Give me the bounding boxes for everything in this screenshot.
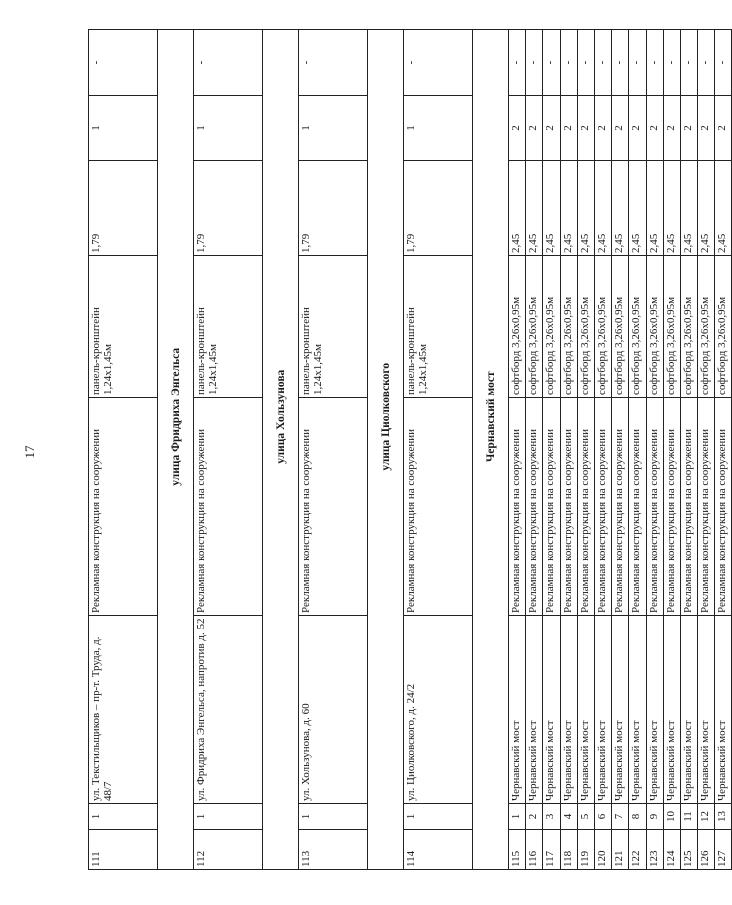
- cell-format: панель-кронштейн 1,24х1,45м: [89, 256, 158, 398]
- section-heading-lead: [263, 804, 299, 870]
- cell-num: 118: [560, 830, 577, 870]
- cell-format: софтборд 3,26х0,95м: [680, 256, 697, 398]
- cell-sides: 2: [698, 96, 715, 161]
- cell-sides: 2: [594, 96, 611, 161]
- cell-address: Чернавский мост: [612, 616, 629, 804]
- cell-type: Рекламная конструкция на сооружении: [543, 398, 560, 616]
- cell-format: панель-кронштейн 1,24х1,45м: [404, 256, 473, 398]
- cell-qty: 10: [663, 804, 680, 830]
- table-row: [663, 30, 680, 870]
- section-heading-lead: [368, 804, 404, 870]
- cell-format: софтборд 3,26х0,95м: [715, 256, 732, 398]
- cell-address: ул. Хользунова, д. 60: [299, 616, 368, 804]
- cell-num: 123: [646, 830, 663, 870]
- cell-format: софтборд 3,26х0,95м: [612, 256, 629, 398]
- cell-address: Чернавский мост: [526, 616, 543, 804]
- cell-area: 2,45: [594, 161, 611, 256]
- cell-type: Рекламная конструкция на сооружении: [404, 398, 473, 616]
- cell-num: 117: [543, 830, 560, 870]
- cell-qty: 7: [612, 804, 629, 830]
- cell-note: -: [89, 30, 158, 96]
- cell-area: 2,45: [680, 161, 697, 256]
- section-heading-row: [368, 30, 404, 870]
- cell-type: Рекламная конструкция на сооружении: [680, 398, 697, 616]
- document-sheet: [88, 30, 729, 870]
- cell-address: Чернавский мост: [680, 616, 697, 804]
- cell-format: софтборд 3,26х0,95м: [663, 256, 680, 398]
- cell-num: 111: [89, 830, 158, 870]
- cell-num: 113: [299, 830, 368, 870]
- table-row: [715, 30, 732, 870]
- cell-num: 119: [577, 830, 594, 870]
- table-row: [646, 30, 663, 870]
- cell-type: Рекламная конструкция на сооружении: [577, 398, 594, 616]
- cell-format: софтборд 3,26х0,95м: [560, 256, 577, 398]
- section-heading-row: [263, 30, 299, 870]
- cell-note: -: [560, 30, 577, 96]
- cell-area: 2,45: [698, 161, 715, 256]
- advertising-structures-table: [88, 29, 732, 870]
- section-heading-row: [158, 30, 194, 870]
- cell-sides: 2: [543, 96, 560, 161]
- cell-area: 1,79: [194, 161, 263, 256]
- cell-area: 1,79: [299, 161, 368, 256]
- cell-address: ул. Циолковского, д. 24/2: [404, 616, 473, 804]
- cell-address: Чернавский мост: [577, 616, 594, 804]
- cell-address: Чернавский мост: [646, 616, 663, 804]
- cell-area: 2,45: [560, 161, 577, 256]
- cell-note: -: [680, 30, 697, 96]
- cell-type: Рекламная конструкция на сооружении: [646, 398, 663, 616]
- cell-note: -: [543, 30, 560, 96]
- cell-sides: 2: [509, 96, 526, 161]
- cell-qty: 1: [89, 804, 158, 830]
- cell-note: -: [299, 30, 368, 96]
- cell-num: 125: [680, 830, 697, 870]
- cell-qty: 12: [698, 804, 715, 830]
- cell-area: 2,45: [629, 161, 646, 256]
- cell-qty: 11: [680, 804, 697, 830]
- cell-sides: 2: [715, 96, 732, 161]
- cell-note: -: [404, 30, 473, 96]
- cell-sides: 1: [299, 96, 368, 161]
- cell-area: 2,45: [646, 161, 663, 256]
- cell-area: 2,45: [715, 161, 732, 256]
- cell-format: софтборд 3,26х0,95м: [594, 256, 611, 398]
- section-heading: Чернавский мост: [473, 30, 509, 804]
- cell-qty: 13: [715, 804, 732, 830]
- cell-type: Рекламная конструкция на сооружении: [698, 398, 715, 616]
- table-row: [404, 30, 473, 870]
- table-body: [89, 30, 732, 870]
- cell-address: ул. Фридриха Энгельса, напротив д. 52: [194, 616, 263, 804]
- cell-num: 120: [594, 830, 611, 870]
- cell-note: -: [509, 30, 526, 96]
- cell-sides: 2: [663, 96, 680, 161]
- cell-num: 116: [526, 830, 543, 870]
- cell-address: Чернавский мост: [543, 616, 560, 804]
- section-heading-lead: [473, 804, 509, 870]
- cell-address: Чернавский мост: [715, 616, 732, 804]
- cell-type: Рекламная конструкция на сооружении: [526, 398, 543, 616]
- cell-sides: 1: [194, 96, 263, 161]
- cell-note: -: [646, 30, 663, 96]
- cell-format: софтборд 3,26х0,95м: [646, 256, 663, 398]
- table-row: [577, 30, 594, 870]
- cell-type: Рекламная конструкция на сооружении: [663, 398, 680, 616]
- table-row: [526, 30, 543, 870]
- cell-qty: 5: [577, 804, 594, 830]
- cell-area: 2,45: [543, 161, 560, 256]
- cell-address: Чернавский мост: [629, 616, 646, 804]
- cell-qty: 1: [194, 804, 263, 830]
- cell-address: Чернавский мост: [663, 616, 680, 804]
- cell-note: -: [194, 30, 263, 96]
- cell-type: Рекламная конструкция на сооружении: [594, 398, 611, 616]
- cell-address: ул. Текстильщиков – пр-т. Труда, д. 48/7: [89, 616, 158, 804]
- cell-type: Рекламная конструкция на сооружении: [715, 398, 732, 616]
- cell-area: 1,79: [404, 161, 473, 256]
- cell-note: -: [526, 30, 543, 96]
- cell-format: панель-кронштейн 1,24х1,45м: [299, 256, 368, 398]
- table-row: [560, 30, 577, 870]
- table-row: [299, 30, 368, 870]
- cell-area: 1,79: [89, 161, 158, 256]
- cell-qty: 6: [594, 804, 611, 830]
- cell-qty: 3: [543, 804, 560, 830]
- cell-num: 127: [715, 830, 732, 870]
- table-row: [594, 30, 611, 870]
- section-heading-lead: [158, 804, 194, 870]
- cell-address: Чернавский мост: [594, 616, 611, 804]
- cell-area: 2,45: [577, 161, 594, 256]
- cell-type: Рекламная конструкция на сооружении: [629, 398, 646, 616]
- cell-type: Рекламная конструкция на сооружении: [89, 398, 158, 616]
- table-row: [698, 30, 715, 870]
- cell-qty: 4: [560, 804, 577, 830]
- table-row: [629, 30, 646, 870]
- cell-qty: 1: [404, 804, 473, 830]
- cell-type: Рекламная конструкция на сооружении: [612, 398, 629, 616]
- cell-sides: 2: [526, 96, 543, 161]
- cell-type: Рекламная конструкция на сооружении: [509, 398, 526, 616]
- cell-num: 126: [698, 830, 715, 870]
- cell-area: 2,45: [663, 161, 680, 256]
- cell-area: 2,45: [509, 161, 526, 256]
- cell-format: софтборд 3,26х0,95м: [509, 256, 526, 398]
- cell-sides: 2: [646, 96, 663, 161]
- cell-qty: 1: [299, 804, 368, 830]
- cell-area: 2,45: [612, 161, 629, 256]
- cell-address: Чернавский мост: [560, 616, 577, 804]
- page-number: 17: [22, 445, 37, 459]
- cell-qty: 1: [509, 804, 526, 830]
- table-row: [543, 30, 560, 870]
- section-heading: улица Циолковского: [368, 30, 404, 804]
- cell-sides: 1: [404, 96, 473, 161]
- rotated-table-wrapper: [88, 30, 729, 870]
- cell-num: 115: [509, 830, 526, 870]
- cell-sides: 2: [612, 96, 629, 161]
- cell-sides: 2: [560, 96, 577, 161]
- cell-address: Чернавский мост: [698, 616, 715, 804]
- cell-format: софтборд 3,26х0,95м: [543, 256, 560, 398]
- cell-format: софтборд 3,26х0,95м: [577, 256, 594, 398]
- cell-num: 112: [194, 830, 263, 870]
- cell-qty: 2: [526, 804, 543, 830]
- cell-note: -: [629, 30, 646, 96]
- cell-format: софтборд 3,26х0,95м: [698, 256, 715, 398]
- cell-sides: 1: [89, 96, 158, 161]
- table-row: [612, 30, 629, 870]
- cell-type: Рекламная конструкция на сооружении: [194, 398, 263, 616]
- cell-note: -: [577, 30, 594, 96]
- cell-note: -: [594, 30, 611, 96]
- cell-qty: 8: [629, 804, 646, 830]
- section-heading-row: [473, 30, 509, 870]
- table-row: [89, 30, 158, 870]
- cell-type: Рекламная конструкция на сооружении: [560, 398, 577, 616]
- cell-sides: 2: [680, 96, 697, 161]
- cell-type: Рекламная конструкция на сооружении: [299, 398, 368, 616]
- cell-format: панель-кронштейн 1,24х1,45м: [194, 256, 263, 398]
- cell-address: Чернавский мост: [509, 616, 526, 804]
- table-row: [680, 30, 697, 870]
- table-row: [509, 30, 526, 870]
- cell-sides: 2: [577, 96, 594, 161]
- cell-format: софтборд 3,26х0,95м: [629, 256, 646, 398]
- cell-note: -: [663, 30, 680, 96]
- section-heading: улица Хользунова: [263, 30, 299, 804]
- cell-num: 121: [612, 830, 629, 870]
- table-row: [194, 30, 263, 870]
- cell-area: 2,45: [526, 161, 543, 256]
- cell-sides: 2: [629, 96, 646, 161]
- cell-qty: 9: [646, 804, 663, 830]
- cell-num: 124: [663, 830, 680, 870]
- cell-format: софтборд 3,26х0,95м: [526, 256, 543, 398]
- cell-note: -: [715, 30, 732, 96]
- cell-note: -: [612, 30, 629, 96]
- section-heading: улица Фридриха Энгельса: [158, 30, 194, 804]
- cell-num: 114: [404, 830, 473, 870]
- cell-note: -: [698, 30, 715, 96]
- cell-num: 122: [629, 830, 646, 870]
